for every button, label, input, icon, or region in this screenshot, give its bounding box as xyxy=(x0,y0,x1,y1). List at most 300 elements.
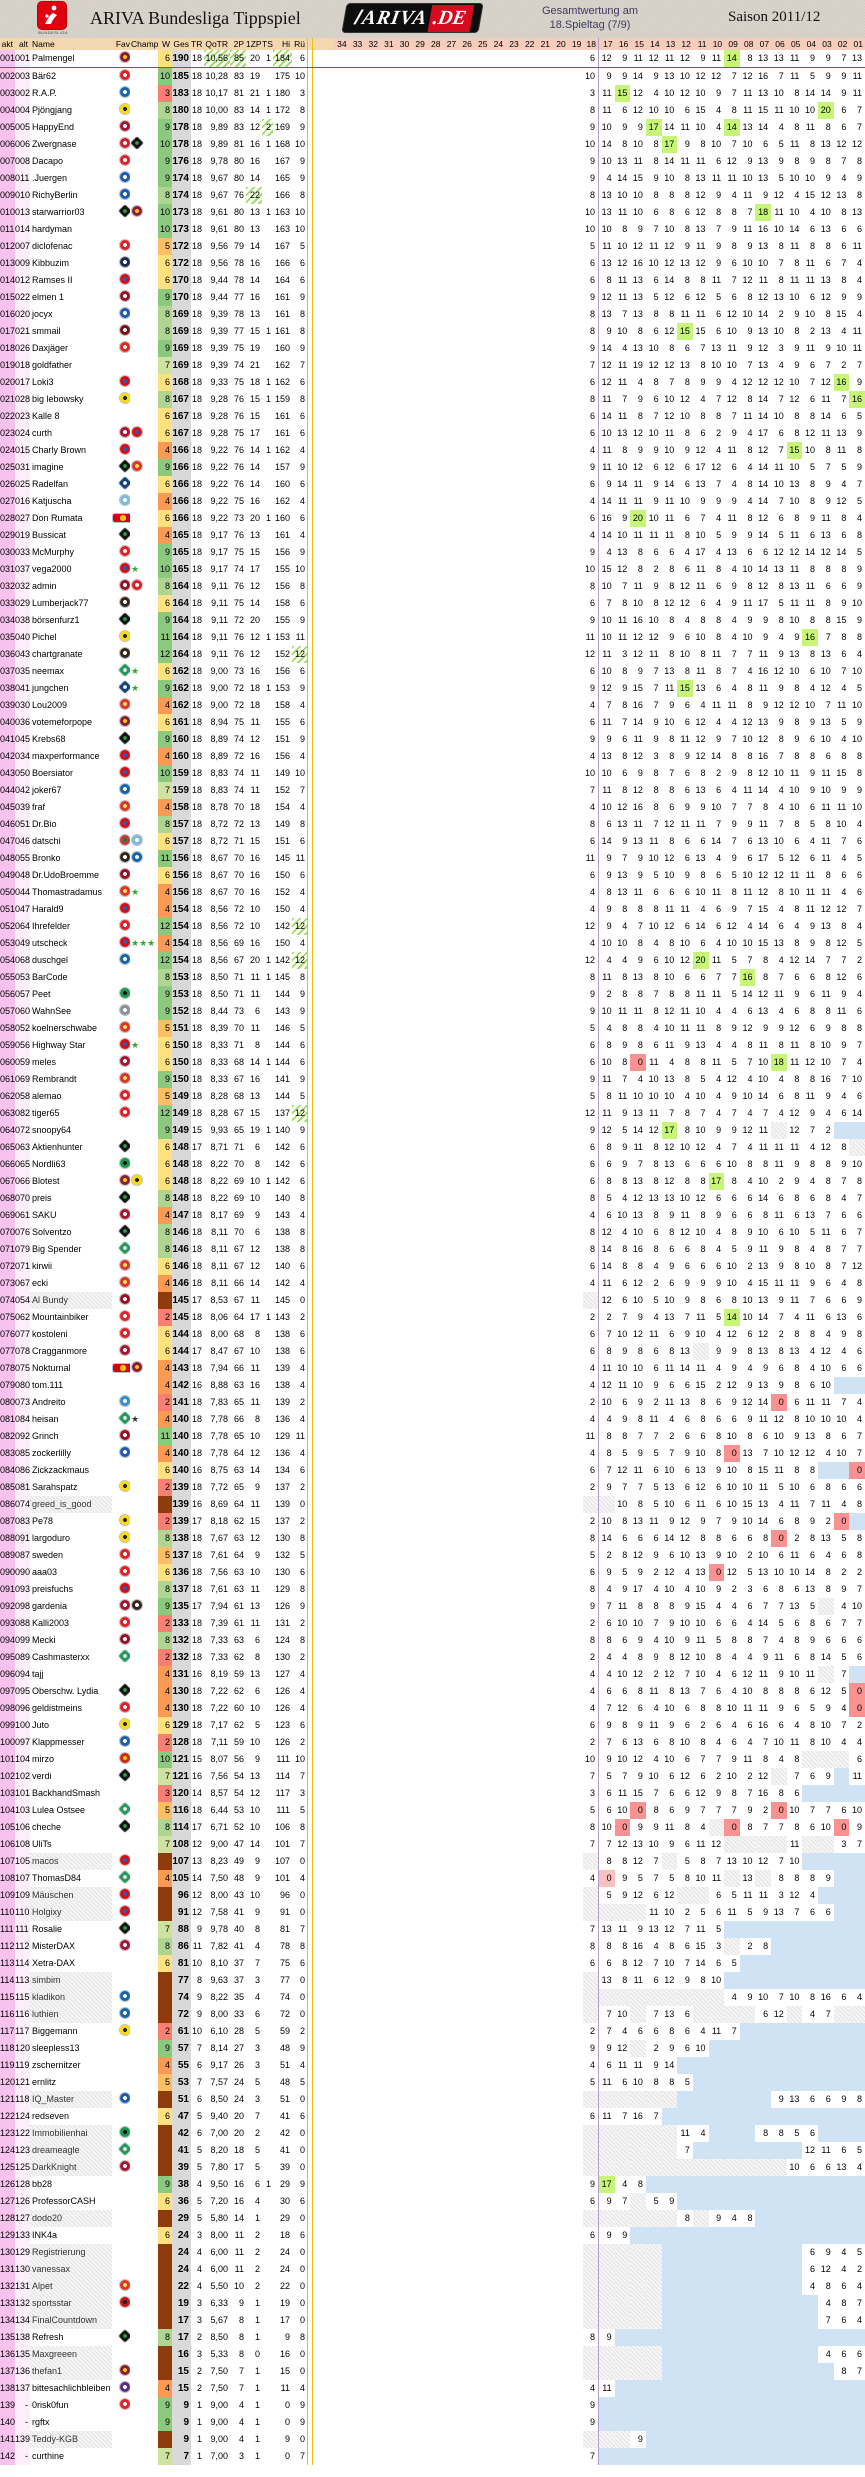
player-name[interactable]: vega2000 xyxy=(32,564,72,574)
grid-cell-md: 11 xyxy=(711,955,722,965)
grid-cell-empty xyxy=(521,1224,537,1241)
player-name[interactable]: hardyman xyxy=(32,224,73,234)
grid-cell-md: 7 xyxy=(841,1176,847,1186)
grid-cell-empty xyxy=(349,782,365,799)
grid-cell-md: 6 xyxy=(747,1210,753,1220)
spacer xyxy=(313,595,333,612)
player-name[interactable]: Thomastradamus xyxy=(32,887,103,897)
grid-cell-empty xyxy=(349,1071,365,1088)
grid-cell-md: 12 xyxy=(664,853,675,863)
matchday-points: 10 xyxy=(158,204,172,221)
player-name[interactable]: börsenfurz1 xyxy=(32,615,80,625)
grid-cell-empty xyxy=(568,1479,584,1496)
matchday-points: 9 xyxy=(158,170,172,187)
grid-cell-empty xyxy=(443,1530,459,1547)
rounds-played: 18 xyxy=(191,1567,202,1577)
spacer xyxy=(313,50,333,67)
grid-cell-empty xyxy=(489,153,505,170)
grid-cell-empty xyxy=(536,102,552,119)
grid-cell-md: 11 xyxy=(617,207,628,217)
rank-previous: 026 xyxy=(15,340,30,357)
player-name[interactable]: Daxjäger xyxy=(32,343,69,353)
player-name[interactable]: Ihrefelder xyxy=(32,921,71,931)
grid-cell-empty xyxy=(458,340,474,357)
grid-cell-empty xyxy=(349,374,365,391)
player-name[interactable]: alemao xyxy=(32,1091,62,1101)
top-scores: 1 xyxy=(265,955,271,965)
rounds-played: 18 xyxy=(191,1312,202,1322)
club-crest-bayern-icon xyxy=(120,563,130,573)
spacer xyxy=(313,510,333,527)
grid-cell-empty xyxy=(568,918,584,935)
matchday-points: 6 xyxy=(158,1343,172,1360)
player-name[interactable]: goldfather xyxy=(32,360,73,370)
player-name[interactable]: diclofenac xyxy=(32,241,73,251)
grid-cell-empty xyxy=(380,1309,396,1326)
grid-cell-md: 13 xyxy=(632,1210,643,1220)
grid-cell-md: 11 xyxy=(711,700,722,710)
player-name[interactable]: utscheck xyxy=(32,938,68,948)
grid-cell-md: 9 xyxy=(583,459,599,476)
grid-cell-md: 8 xyxy=(810,241,816,251)
grid-cell-empty xyxy=(364,221,380,238)
grid-cell-md: 6 xyxy=(716,1295,722,1305)
player-name[interactable]: meles xyxy=(32,1057,57,1067)
two-point-tips: 66 xyxy=(233,1278,244,1288)
player-name[interactable]: Lumberjack77 xyxy=(32,598,89,608)
grid-cell-md: 4 xyxy=(653,1635,659,1645)
player-name[interactable]: starwarrior03 xyxy=(32,207,85,217)
player-name[interactable]: joker67 xyxy=(32,785,62,795)
rank-previous: 092 xyxy=(15,1428,30,1445)
grid-cell-empty xyxy=(411,918,427,935)
player-name[interactable]: Dacapo xyxy=(32,156,64,166)
grid-cell-empty xyxy=(427,935,443,952)
player-name[interactable]: datschi xyxy=(32,836,61,846)
grid-cell-empty xyxy=(489,918,505,935)
first-half-points: 142 xyxy=(274,955,290,965)
player-name[interactable]: Pe78 xyxy=(32,1516,54,1526)
player-name[interactable]: koelnerschwabe xyxy=(32,1023,98,1033)
player-name[interactable]: Lou2009 xyxy=(32,700,68,710)
grid-cell-empty xyxy=(411,1020,427,1037)
top-scores: 1 xyxy=(265,632,271,642)
grid-cell-empty xyxy=(458,425,474,442)
matchday-points: 6 xyxy=(158,867,172,884)
grid-cell-md: 15 xyxy=(787,442,803,459)
grid-cell-empty xyxy=(474,442,490,459)
grid-cell-md: 16 xyxy=(632,802,643,812)
grid-cell-empty xyxy=(349,1394,365,1411)
grid-cell-md: 13 xyxy=(789,581,800,591)
quote-per-round: 7,94 xyxy=(210,1601,228,1611)
grid-cell-md: 11 xyxy=(758,275,769,285)
grid-cell-empty xyxy=(489,323,505,340)
player-name[interactable]: duschgel xyxy=(32,955,69,965)
player-name[interactable]: WahnSee xyxy=(32,1006,72,1016)
player-name[interactable]: Blotest xyxy=(32,1176,60,1186)
grid-cell-md: 9 xyxy=(794,360,800,370)
grid-cell-md: 4 xyxy=(841,326,847,336)
player-name[interactable]: jungchen xyxy=(32,683,69,693)
grid-cell-md: 9 xyxy=(716,1465,722,1475)
player-name[interactable]: admin xyxy=(32,581,57,591)
grid-cell-empty xyxy=(521,1105,537,1122)
grid-cell-md: 10 xyxy=(742,1516,753,1526)
player-name[interactable]: Big Spender xyxy=(32,1244,82,1254)
grid-cell-md: 8 xyxy=(637,1023,643,1033)
quote-per-round: 8,11 xyxy=(211,1244,228,1254)
player-name[interactable]: Pjöngjang xyxy=(32,105,73,115)
grid-cell-empty xyxy=(411,1445,427,1462)
grid-cell-empty xyxy=(443,1496,459,1513)
player-name[interactable]: Katjuscha xyxy=(32,496,72,506)
grid-cell-md: 14 xyxy=(601,530,612,540)
grid-cell-empty xyxy=(411,833,427,850)
grid-cell-md: 8 xyxy=(669,615,675,625)
second-half-points: 4 xyxy=(299,802,305,812)
player-name[interactable]: heisan xyxy=(32,1414,59,1424)
grid-cell-md: 6 xyxy=(684,836,690,846)
grid-cell-md: 4 xyxy=(606,173,612,183)
second-half-points: 2 xyxy=(299,1482,305,1492)
spacer xyxy=(313,255,333,272)
grid-cell-md: 4 xyxy=(747,1176,753,1186)
player-name[interactable]: RichyBerlin xyxy=(32,190,78,200)
grid-cell-md: 6 xyxy=(653,394,659,404)
player-name[interactable]: neemax xyxy=(32,666,65,676)
matchday-points: 4 xyxy=(158,697,172,714)
grid-cell-empty xyxy=(458,731,474,748)
grid-cell-empty xyxy=(427,238,443,255)
player-name[interactable]: Harald9 xyxy=(32,904,64,914)
player-name[interactable]: kostoleni xyxy=(32,1329,68,1339)
grid-cell-md: 4 xyxy=(778,955,784,965)
player-name[interactable]: Kibbuzim xyxy=(32,258,70,268)
grid-cell-empty xyxy=(443,1632,459,1649)
grid-cell-md: 9 xyxy=(841,989,847,999)
champ-club-cell xyxy=(130,1394,158,1411)
grid-cell-empty xyxy=(568,85,584,102)
grid-cell-empty xyxy=(536,1530,552,1547)
grid-cell-empty xyxy=(505,1326,521,1343)
grid-cell-empty xyxy=(474,221,490,238)
grid-cell-md: 6 xyxy=(731,1193,737,1203)
player-name[interactable]: SAKU xyxy=(32,1210,57,1220)
player-name[interactable]: Boersiator xyxy=(32,768,74,778)
player-name[interactable]: curth xyxy=(32,428,53,438)
grid-cell-md: 2 xyxy=(606,989,612,999)
champ-club-cell xyxy=(130,306,158,323)
grid-cell-md: 9 xyxy=(716,1278,722,1288)
grid-cell-md: 7 xyxy=(778,258,784,268)
grid-cell-empty xyxy=(364,68,380,85)
total-points: 164 xyxy=(172,612,191,629)
grid-cell-empty xyxy=(411,204,427,221)
grid-cell-empty xyxy=(427,1020,443,1037)
player-name[interactable]: smmail xyxy=(32,326,61,336)
player-name[interactable]: sweden xyxy=(32,1550,64,1560)
one-extra-point-tips: 11 xyxy=(250,1499,260,1509)
champ-club-cell xyxy=(130,1241,158,1258)
club-crest-hsv-icon xyxy=(119,681,130,694)
rank-current: 042 xyxy=(0,748,15,765)
grid-cell-md: 13 xyxy=(820,1533,831,1543)
player-name[interactable]: McMurphy xyxy=(32,547,75,557)
grid-cell-md: 10 xyxy=(695,530,706,540)
player-name[interactable]: Zwergnase xyxy=(32,139,77,149)
champ-club-cell xyxy=(130,850,158,867)
player-name[interactable]: chartgranate xyxy=(32,649,83,659)
grid-cell-md: 10 xyxy=(789,887,800,897)
green-star-icon: ★ xyxy=(131,887,140,897)
first-half-points: 161 xyxy=(274,326,290,336)
player-name[interactable]: R.A.P. xyxy=(32,88,57,98)
rank-current: 063 xyxy=(0,1105,15,1122)
player-name[interactable]: Krebs68 xyxy=(32,734,66,744)
grid-cell-empty xyxy=(552,459,568,476)
player-name[interactable]: HappyEnd xyxy=(32,122,75,132)
grid-cell-empty xyxy=(474,544,490,561)
grid-cell-md: 9 xyxy=(653,71,659,81)
spacer xyxy=(313,442,333,459)
champ-club-cell xyxy=(130,1326,158,1343)
player-name[interactable]: Highway Star xyxy=(32,1040,86,1050)
player-name[interactable]: zockerlilly xyxy=(32,1448,72,1458)
quote-per-round: 9,00 xyxy=(210,666,228,676)
grid-cell-md: 9 xyxy=(856,581,862,591)
player-name[interactable]: Aktienhunter xyxy=(32,1142,83,1152)
player-name[interactable]: fraf xyxy=(32,802,46,812)
fav-club-cell xyxy=(112,731,130,748)
player-name[interactable]: maxperformance xyxy=(32,751,100,761)
champ-club-cell xyxy=(130,1479,158,1496)
grid-cell-md: 4 xyxy=(778,1006,784,1016)
player-name[interactable]: Rembrandt xyxy=(32,1074,77,1084)
player-name[interactable]: ecki xyxy=(32,1278,49,1288)
grid-cell-md: 6 xyxy=(794,1397,800,1407)
player-name[interactable]: gardenia xyxy=(32,1601,68,1611)
grid-cell-empty xyxy=(536,238,552,255)
grid-cell-empty xyxy=(458,1598,474,1615)
player-name[interactable]: tiger65 xyxy=(32,1108,60,1118)
grid-cell-empty xyxy=(427,1037,443,1054)
grid-cell-md: 7 xyxy=(841,394,847,404)
grid-cell-md: 6 xyxy=(841,1210,847,1220)
col-header-md-14: 14 xyxy=(646,38,662,50)
quote-per-round: 7,72 xyxy=(210,1482,228,1492)
player-name[interactable]: Palmengel xyxy=(32,53,75,63)
grid-cell-md: 7 xyxy=(716,819,722,829)
grid-cell-md: 9 xyxy=(778,649,784,659)
grid-cell-empty xyxy=(364,884,380,901)
fav-club-cell xyxy=(112,782,130,799)
grid-cell-empty xyxy=(396,731,412,748)
grid-cell-md: 9 xyxy=(841,1040,847,1050)
second-half-points: 8 xyxy=(299,819,305,829)
player-name[interactable]: kirwii xyxy=(32,1261,52,1271)
col-header-md-22: 22 xyxy=(521,38,537,50)
grid-cell-md: 10 xyxy=(711,139,722,149)
player-name[interactable]: Mountainbiker xyxy=(32,1312,89,1322)
grid-cell-md: 9 xyxy=(794,632,800,642)
player-name[interactable]: big lebowsky xyxy=(32,394,84,404)
grid-cell-md: 10 xyxy=(742,1295,753,1305)
grid-cell-empty xyxy=(443,1564,459,1581)
grid-cell-md: 8 xyxy=(731,207,737,217)
grid-cell-empty xyxy=(443,50,459,67)
grid-cell-md: 6 xyxy=(825,1278,831,1288)
grid-cell-empty xyxy=(521,50,537,67)
grid-cell-md: 11 xyxy=(837,445,847,455)
player-name[interactable]: Bronko xyxy=(32,853,61,863)
grid-cell-md: 8 xyxy=(841,751,847,761)
grid-cell-empty xyxy=(505,1173,521,1190)
grid-cell-md: 11 xyxy=(758,1482,769,1492)
grid-cell-md: 5 xyxy=(810,1601,816,1611)
total-points: 172 xyxy=(172,238,191,255)
grid-cell-empty xyxy=(333,1360,349,1377)
player-name[interactable]: BarCode xyxy=(32,972,68,982)
ariva-de-logo[interactable] xyxy=(343,4,483,32)
grid-cell-empty xyxy=(568,748,584,765)
champ-club-cell xyxy=(130,782,158,799)
grid-cell-empty xyxy=(568,1156,584,1173)
grid-cell-md: 6 xyxy=(856,1635,862,1645)
grid-cell-empty xyxy=(458,68,474,85)
grid-cell-empty xyxy=(333,799,349,816)
grid-cell-md: 9 xyxy=(794,1159,800,1169)
rounds-played: 18 xyxy=(191,1057,202,1067)
one-extra-point-tips: 13 xyxy=(249,207,260,217)
player-name[interactable]: Nokturnal xyxy=(32,1363,71,1373)
grid-cell-md: 10 xyxy=(851,1074,862,1084)
grid-cell-md: 13 xyxy=(820,717,831,727)
player-name[interactable]: jocyx xyxy=(32,309,53,319)
second-half-points: 11 xyxy=(295,632,305,642)
grid-cell-md: 6 xyxy=(716,921,722,931)
player-name[interactable]: Radelfan xyxy=(32,479,69,489)
fav-club-cell xyxy=(112,238,130,255)
grid-cell-empty xyxy=(552,153,568,170)
grid-cell-empty xyxy=(427,1156,443,1173)
grid-cell-empty xyxy=(458,697,474,714)
player-name[interactable]: preis xyxy=(32,1193,52,1203)
player-name[interactable]: Loki3 xyxy=(32,377,54,387)
player-name[interactable]: Nordli63 xyxy=(32,1159,66,1169)
matchday-points: 6 xyxy=(158,255,172,272)
grid-cell-md: 13 xyxy=(820,530,831,540)
page-title: ARIVA Bundesliga Tippspiel xyxy=(90,8,301,28)
player-name[interactable]: Peet xyxy=(32,989,51,999)
champ-club-cell xyxy=(130,884,158,901)
grid-cell-empty xyxy=(411,1258,427,1275)
grid-cell-md: 9 xyxy=(637,1635,643,1645)
first-half-points: 130 xyxy=(274,1652,290,1662)
grid-cell-empty xyxy=(458,102,474,119)
grid-cell-empty xyxy=(536,119,552,136)
two-point-tips: 64 xyxy=(233,1448,244,1458)
grid-cell-md: 7 xyxy=(856,1227,862,1237)
grid-cell-empty xyxy=(349,918,365,935)
player-name[interactable]: Kalli2003 xyxy=(32,1618,70,1628)
rounds-played: 17 xyxy=(191,1516,202,1526)
grid-cell-empty xyxy=(396,1598,412,1615)
player-name[interactable]: Dr.Bio xyxy=(32,819,57,829)
player-name[interactable]: Zickzackmaus xyxy=(32,1465,90,1475)
player-name[interactable]: Al Bundy xyxy=(30,1292,112,1309)
player-name[interactable]: Mecki xyxy=(32,1635,56,1645)
table-row xyxy=(0,85,865,102)
champ-club-cell xyxy=(130,1292,158,1309)
player-name[interactable]: imagine xyxy=(32,462,64,472)
grid-cell-md: 6 xyxy=(583,255,599,272)
grid-cell-empty xyxy=(489,1394,505,1411)
player-name[interactable]: preisfuchs xyxy=(32,1584,74,1594)
grid-cell-md: 9 xyxy=(810,921,816,931)
player-name[interactable]: Charly Brown xyxy=(32,445,87,455)
player-name[interactable]: Cashmasterxx xyxy=(32,1652,90,1662)
table-row xyxy=(0,697,865,714)
grid-cell-empty xyxy=(521,646,537,663)
grid-cell-md: 2 xyxy=(716,1380,722,1390)
player-name[interactable]: snoopy64 xyxy=(32,1125,72,1135)
grid-cell-empty xyxy=(364,1020,380,1037)
player-name[interactable]: Bussicat xyxy=(32,530,67,540)
grid-cell-md: 13 xyxy=(617,547,628,557)
grid-cell-empty xyxy=(349,221,365,238)
player-name[interactable]: greed_is_good xyxy=(30,1496,112,1513)
grid-cell-empty xyxy=(505,748,521,765)
second-half-points: 2 xyxy=(299,1312,305,1322)
player-name[interactable]: elmen 1 xyxy=(32,292,65,302)
player-name[interactable]: Solventzo xyxy=(32,1227,72,1237)
player-name[interactable]: Grinch xyxy=(32,1431,59,1441)
grid-cell-empty xyxy=(333,1479,349,1496)
player-name[interactable]: Ramses II xyxy=(32,275,73,285)
champ-club-cell xyxy=(130,1173,158,1190)
player-name[interactable]: Kalle 8 xyxy=(32,411,60,421)
player-name[interactable]: tom.111 xyxy=(32,1380,64,1390)
player-name[interactable]: Andreito xyxy=(32,1397,66,1407)
top-scores xyxy=(262,1343,273,1360)
grid-cell-md: 8 xyxy=(637,989,643,999)
player-name[interactable]: .Juergen xyxy=(32,173,68,183)
grid-cell-empty xyxy=(396,833,412,850)
player-name[interactable]: votemeforpope xyxy=(32,717,93,727)
grid-cell-md: 17 xyxy=(646,119,662,136)
grid-cell-md: 8 xyxy=(653,1601,659,1611)
grid-cell-empty xyxy=(364,357,380,374)
player-name[interactable]: Dr.UdoBroemme xyxy=(32,870,100,880)
player-name[interactable]: Cragganmore xyxy=(32,1346,88,1356)
player-name[interactable]: Don Rumata xyxy=(32,513,83,523)
grid-cell-empty xyxy=(568,204,584,221)
rank-current: 014 xyxy=(0,272,15,289)
rank-previous: 049 xyxy=(15,935,30,952)
grid-cell-md: 12 xyxy=(758,445,769,455)
spacer xyxy=(313,1156,333,1173)
grid-cell-empty xyxy=(458,1258,474,1275)
player-name[interactable]: aaa03 xyxy=(32,1567,58,1577)
grid-cell-empty xyxy=(427,68,443,85)
grid-cell-md: 15 xyxy=(677,680,693,697)
player-name[interactable]: Sarahspatz xyxy=(32,1482,78,1492)
player-name[interactable]: Pichel xyxy=(32,632,57,642)
player-name[interactable]: Bär62 xyxy=(32,71,57,81)
grid-cell-md: 6 xyxy=(583,476,599,493)
player-name[interactable]: largoduro xyxy=(32,1533,71,1543)
